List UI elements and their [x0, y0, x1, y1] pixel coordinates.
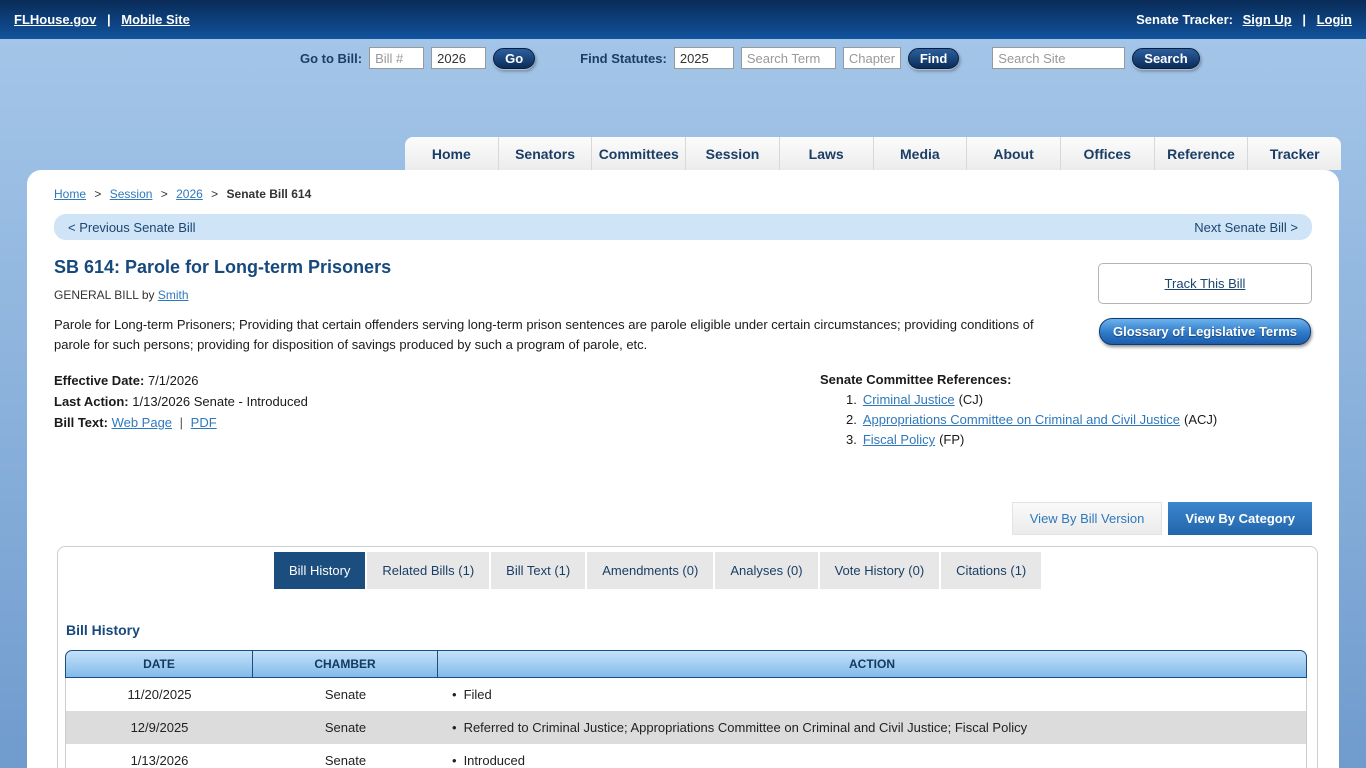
bill-history-heading: Bill History — [66, 622, 140, 638]
effective-date-value: 7/1/2026 — [147, 373, 199, 388]
bill-pager — [54, 214, 1312, 240]
ref-abbr: (ACJ) — [1184, 412, 1218, 427]
column-header-date: DATE — [65, 650, 253, 678]
bill-details — [54, 370, 1312, 450]
appropriations-committee-link[interactable]: Appropriations Committee on Criminal and Civil Justice — [862, 412, 1181, 427]
bill-tabs — [274, 552, 1317, 589]
bill-summary: Parole for Long-term Prisoners; Providing that certain offenders serving long-term prison sentences are parole eligible under certain circumstances; providing conditions of parole for such persons; providing for disposition of savings produced by such a program of parole, etc. — [54, 317, 1034, 352]
breadcrumb-separator: > — [94, 187, 102, 201]
tab-related-bills[interactable]: Related Bills (1) — [367, 552, 491, 589]
bill-detail-panel — [57, 546, 1318, 768]
bullet-icon: • — [452, 753, 457, 768]
search-term-input[interactable] — [741, 47, 836, 69]
login-link[interactable]: Login — [1316, 12, 1352, 27]
nav-item-committees[interactable]: Committees — [591, 137, 685, 170]
effective-date-row — [54, 370, 820, 391]
tab-amendments[interactable]: Amendments (0) — [587, 552, 715, 589]
content-card — [27, 170, 1339, 768]
nav-item-laws[interactable]: Laws — [779, 137, 873, 170]
ref-number: 2. — [846, 412, 857, 427]
track-this-bill-box — [1098, 263, 1312, 304]
ref-number: 3. — [846, 432, 857, 447]
bullet-icon: • — [452, 720, 457, 735]
separator: | — [106, 12, 111, 27]
history-chamber: Senate — [324, 687, 367, 702]
nav-item-session[interactable]: Session — [685, 137, 779, 170]
view-toggle-buttons — [1012, 502, 1312, 535]
nav-item-reference[interactable]: Reference — [1154, 137, 1248, 170]
table-row — [65, 744, 1307, 768]
bill-details-left — [54, 370, 820, 450]
history-action — [438, 744, 1307, 768]
ref-abbr: (CJ) — [958, 392, 984, 407]
mobile-site-link[interactable]: Mobile Site — [121, 12, 190, 27]
topbar-right — [1136, 12, 1352, 27]
column-header-chamber: CHAMBER — [253, 650, 438, 678]
history-date: 12/9/2025 — [65, 711, 253, 744]
separator: | — [1302, 12, 1306, 27]
history-date: 1/13/2026 — [65, 744, 253, 768]
glossary-button[interactable]: Glossary of Legislative Terms — [1099, 318, 1311, 345]
bill-text-label: Bill Text: — [54, 415, 108, 430]
bill-text-row — [54, 412, 820, 433]
go-button[interactable]: Go — [493, 48, 535, 69]
tab-bill-history[interactable]: Bill History — [274, 552, 367, 589]
bill-type-label: GENERAL BILL by — [54, 288, 155, 302]
breadcrumb-current: Senate Bill 614 — [226, 187, 312, 201]
committee-reference-item — [846, 430, 1217, 450]
breadcrumb-home[interactable]: Home — [54, 187, 87, 201]
tab-citations[interactable]: Citations (1) — [941, 552, 1043, 589]
bullet-icon: • — [452, 687, 457, 702]
track-this-bill-link[interactable]: Track This Bill — [1164, 276, 1246, 291]
criminal-justice-link[interactable]: Criminal Justice — [862, 392, 955, 407]
view-by-category-button[interactable]: View By Category — [1168, 502, 1312, 535]
nav-item-senators[interactable]: Senators — [498, 137, 592, 170]
breadcrumb-separator: > — [160, 187, 168, 201]
breadcrumb-separator: > — [211, 187, 219, 201]
previous-bill-link[interactable]: < Previous Senate Bill — [68, 219, 196, 235]
bill-year-input[interactable] — [431, 47, 486, 69]
flhouse-link[interactable]: FLHouse.gov — [14, 12, 97, 27]
page-title: SB 614: Parole for Long-term Prisoners — [54, 257, 392, 277]
sign-up-link[interactable]: Sign Up — [1242, 12, 1292, 27]
main-nav — [405, 137, 1341, 170]
tab-bill-text[interactable]: Bill Text (1) — [491, 552, 587, 589]
nav-item-media[interactable]: Media — [873, 137, 967, 170]
find-statutes-label: Find Statutes: — [580, 50, 667, 66]
history-action-text: Filed — [463, 687, 492, 702]
history-chamber: Senate — [324, 753, 367, 768]
fiscal-policy-link[interactable]: Fiscal Policy — [862, 432, 936, 447]
breadcrumb — [54, 187, 1312, 201]
pdf-link[interactable]: PDF — [190, 415, 217, 430]
history-action — [438, 678, 1307, 711]
search-button[interactable]: Search — [1132, 48, 1199, 69]
table-header-row — [65, 650, 1307, 678]
bill-history-table — [65, 650, 1307, 768]
history-action — [438, 711, 1307, 744]
last-action-row — [54, 391, 820, 412]
nav-item-tracker[interactable]: Tracker — [1247, 137, 1341, 170]
tab-analyses[interactable]: Analyses (0) — [715, 552, 819, 589]
view-by-bill-version-button[interactable]: View By Bill Version — [1012, 502, 1163, 535]
senate-tracker-label: Senate Tracker: — [1136, 12, 1233, 27]
history-action-text: Referred to Criminal Justice; Appropriations Committee on Criminal and Civil Justice; Fiscal Policy — [463, 720, 1028, 735]
nav-item-offices[interactable]: Offices — [1060, 137, 1154, 170]
nav-item-home[interactable]: Home — [431, 145, 471, 162]
committee-references — [820, 370, 1217, 450]
breadcrumb-year[interactable]: 2026 — [176, 187, 203, 201]
bill-number-input[interactable] — [369, 47, 424, 69]
table-row — [65, 678, 1307, 711]
history-chamber: Senate — [253, 711, 438, 744]
ref-abbr: (FP) — [939, 432, 965, 447]
goto-bill-label: Go to Bill: — [300, 50, 363, 66]
last-action-value: 1/13/2026 Senate - Introduced — [132, 394, 308, 409]
ref-number: 1. — [846, 392, 857, 407]
site-search-input[interactable] — [992, 47, 1125, 69]
committee-reference-item — [846, 410, 1217, 430]
find-button[interactable]: Find — [908, 48, 959, 69]
committee-reference-item — [846, 390, 1217, 410]
web-page-link[interactable]: Web Page — [111, 415, 173, 430]
top-utility-bar — [0, 0, 1366, 39]
sponsor-link[interactable]: Smith — [157, 288, 189, 302]
table-row — [65, 711, 1307, 744]
statute-year-input[interactable] — [674, 47, 734, 69]
breadcrumb-session[interactable]: Session — [109, 187, 153, 201]
last-action-label: Last Action: — [54, 394, 129, 409]
link-divider: | — [179, 415, 184, 430]
topbar-left — [14, 12, 190, 27]
chapter-input[interactable] — [843, 47, 901, 69]
next-bill-link[interactable]: Next Senate Bill > — [1194, 219, 1298, 235]
search-toolbar — [300, 45, 1200, 71]
tab-vote-history[interactable]: Vote History (0) — [820, 552, 942, 589]
column-header-action: ACTION — [438, 650, 1307, 678]
history-action-text: Introduced — [463, 753, 525, 768]
history-date: 11/20/2025 — [65, 678, 253, 711]
effective-date-label: Effective Date: — [54, 373, 145, 388]
committee-references-heading: Senate Committee References: — [820, 372, 1012, 387]
nav-item-about[interactable]: About — [966, 137, 1060, 170]
